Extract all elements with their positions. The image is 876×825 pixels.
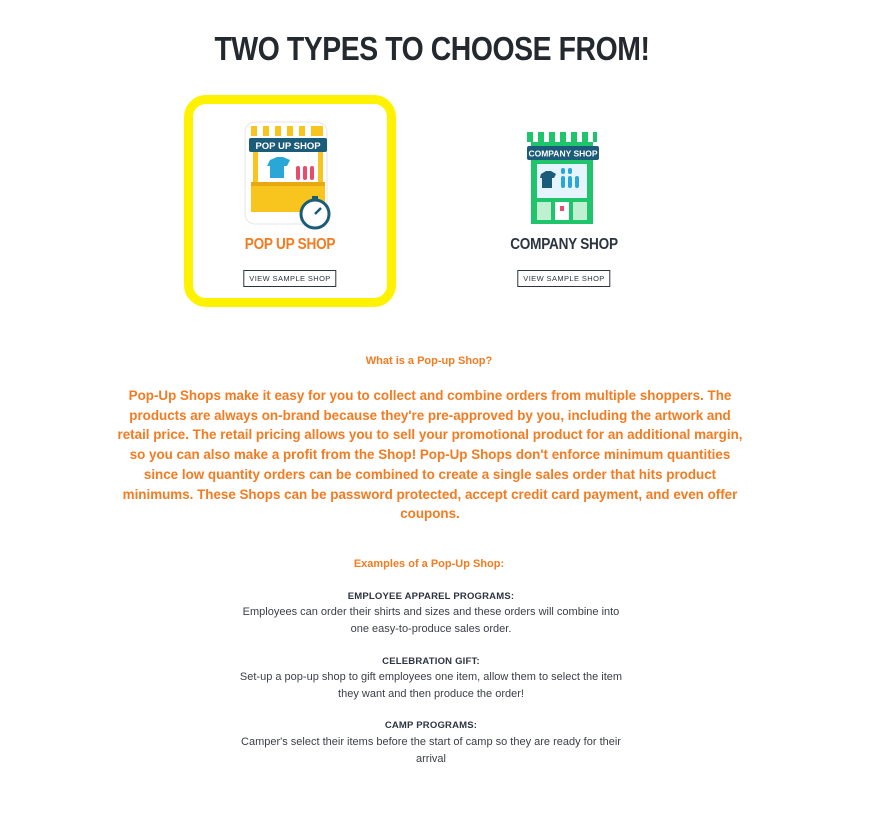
pop-up-shop-icon [237,120,343,232]
company-shop-icon [511,120,617,232]
pop-up-shop-card[interactable] [184,95,396,307]
view-sample-shop-button-company[interactable]: VIEW SAMPLE SHOP [517,270,610,287]
examples-heading: Examples of a Pop-Up Shop: [353,558,505,570]
example-desc-camp: Camper's select their items before the start of camp so they are ready for their arrival [241,736,621,765]
company-shop-card[interactable] [458,95,670,307]
example-title-celebration: CELEBRATION GIFT: [382,656,480,667]
whatis-heading: What is a Pop-up Shop? [365,355,493,367]
company-shop-sign-text: COMPANY SHOP [528,148,598,159]
example-desc-celebration: Set-up a pop-up shop to gift employees one item, allow them to select the item they want and then produce the order! [239,671,623,700]
company-shop-title: COMPANY SHOP [510,236,618,253]
example-title-employee: EMPLOYEE APPAREL PROGRAMS: [347,591,515,602]
example-title-camp: CAMP PROGRAMS: [384,720,478,731]
pop-up-shop-sign-text: POP UP SHOP [255,141,321,152]
page-title: TWO TYPES TO CHOOSE FROM! [214,30,650,67]
view-sample-shop-button-popup[interactable]: VIEW SAMPLE SHOP [243,270,336,287]
example-desc-employee: Employees can order their shirts and sizes and these orders will combine into one easy-to-produce sales order. [242,606,620,635]
whatis-body: Pop-Up Shops make it easy for you to collect and combine orders from multiple shoppers. The products are always on-brand because they're pre-approved by you, including the artwork and retail price. The retail pricing allows you to sell your promotional product for an additional margin, so you can also make a profit from the Shop! Pop-Up Shops don't enforce minimum quantities since low quantity orders can be combined to create a single sales order that hits product minimums. These Shops can be password protected, accept credit card payment, and even offer coupons. [117,388,743,522]
pop-up-shop-title: POP UP SHOP [244,236,336,253]
